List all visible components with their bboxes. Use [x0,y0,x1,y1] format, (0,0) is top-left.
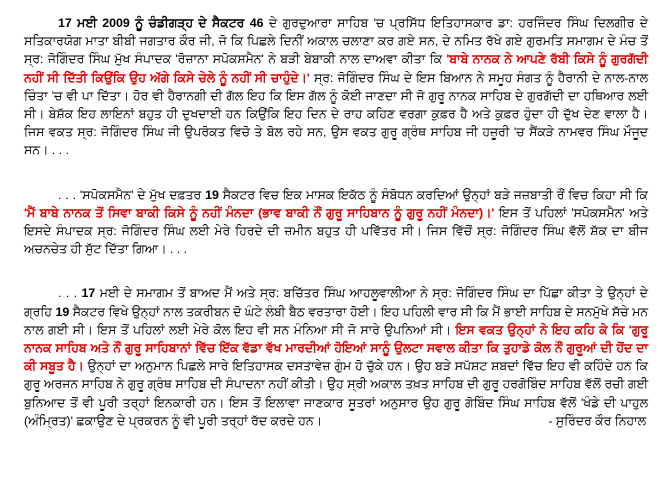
p2-quote-highlight: 'ਮੈਂ ਬਾਬੇ ਨਾਨਕ ਤੋਂ ਸਿਵਾ ਬਾਕੀ ਕਿਸੇ ਨੂੰ ਨਹੀਂ ਮੰਨਦਾ (ਭਾਵ ਬਾਕੀ ਨੌਂ ਗੁਰੂ ਸਾਹਿਬਾਨ ਨੂੰ ਗੁਰੂ ਨਹੀਂ ਮੰਨਦਾ)।' [24,205,495,220]
paragraph-2 [24,186,648,259]
p1-seg-2: ਨੂੰ ਚੰਡੀਗੜ੍ਹ ਦੇ ਸੈਕਟਰ [129,16,250,30]
p1-seg-4: ਦੇ ਗੁਰਦੁਆਰਾ ਸਾਹਿਬ 'ਚ ਪ੍ਰਸਿੱਧ ਇਤਿਹਾਸਕਾਰ ਡਾ: ਹਰਜਿੰਦਰ ਸਿੰਘ ਦਿਲਗੀਰ ਦੇ ਸਤਿਕਾਰਯੋਗ ਮਾਤਾ ਬੀਬੀ ਜਗਤਾਰ ਕੌਰ ਜੀ, ਜੋ ਕਿ ਪਿਛਲੇ ਦਿਨੀਂ ਅਕਾਲ ਚਲਾਣਾ ਕਰ ਗਏ ਸਨ, ਦੇ ਨਮਿਤ ਰੱਖੇ ਗਏ ਗੁਰਮਤਿ ਸਮਾਗਮ ਦੇ ਮੰਚ ਤੋਂ ਸ੍ਰ: ਜੋਗਿੰਦਰ ਸਿੰਘ ਮੁੱਖ ਸੰਪਾਦਕ 'ਰੋਜ਼ਾਨਾ ਸਪੋਕਸਮੈਨ' ਨੇ ਬੜੀ ਬੇਬਾਕੀ ਨਾਲ ਦਾਅਵਾ ਕੀਤਾ ਕਿ [24,16,648,67]
p1-seg-6: ਸ੍ਰ: ਜੋਗਿੰਦਰ ਸਿੰਘ ਦੇ ਇਸ ਬਿਆਨ ਨੇ ਸਮੂਹ ਸੰਗਤ ਨੂੰ ਹੈਰਾਨੀ ਦੇ ਨਾਲ-ਨਾਲ ਚਿੰਤਾ 'ਚ ਵੀ ਪਾ ਦਿੱਤਾ। ਹੋਰ ਵੀ ਹੈਰਾਨਗੀ ਦੀ ਗੱਲ ਇਹ ਕਿ ਇਸ ਗੱਲ ਨੂੰ ਕੋਈ ਜਾਣਦਾ ਸੀ ਜੋ ਗੁਰੂ ਨਾਨਕ ਸਾਹਿਬ ਦੇ ਗੁਰਗੱਦੀ ਦਾ ਹਥਿਆਰ ਲਈ ਸੀ। ਬੇਸ਼ੱਕ ਇਹ ਲਾਇਨਾਂ ਬਹੁਤ ਹੀ ਦੁਖਦਾਈ ਹਨ ਕਿਉਂਕਿ ਇਹ ਦਿਨ ਦੇ ਰਾਹ ਕਹਿਣ ਵਰਗਾ ਕੁਫ਼ਰ ਹੈ ਅਤੇ ਕੁਫ਼ਰ ਹੁੰਦਾ ਹੀ ਦੁੱਖ ਦੇਣ ਵਾਲਾ ਹੈ। ਜਿਸ ਵਕਤ ਸ੍ਰ: ਜੋਗਿੰਦਰ ਸਿੰਘ ਜੀ ਉਪਰੋਕਤ ਵਿਚੋ ਤੇ ਬੋਲ ਰਹੇ ਸਨ, ਉਸ ਵਕਤ ਗੁਰੂ ਗ੍ਰੰਥ ਸਾਹਿਬ ਜੀ ਹਜ਼ੂਰੀ 'ਚ ਸੈਂਕੜੇ ਨਾਮਵਰ ਸਿੰਘ ਮੌਜੂਦ ਸਨ। . . . [24,70,648,158]
p3-seg-3: 19 [55,304,70,319]
paragraph-3 [24,284,648,430]
p2-seg-1: 19 [205,187,219,202]
p3-seg-6: ਉਨ੍ਹਾਂ ਦਾ ਅਨੁਮਾਨ ਪਿਛਲੇ ਸਾਰੇ ਇਤਿਹਾਸਕ ਦਸਤਾਵੇਜ਼ ਗੁੰਮ ਹੋ ਚੁੱਕੇ ਹਨ। ਉਹ ਬੜੇ ਸਪੱਸ਼ਟ ਸ਼ਬਦਾਂ ਵਿੱਚ ਇਹ ਵੀ ਕਹਿੰਦੇ ਹਨ ਕਿ ਗੁਰੂ ਅਰਜਨ ਸਾਹਿਬ ਨੇ ਗੁਰੂ ਗ੍ਰੰਥ ਸਾਹਿਬ ਦੀ ਸੰਪਾਦਨਾ ਨਹੀਂ ਕੀਤੀ। ਉਹ ਸ੍ਰੀ ਅਕਾਲ ਤਖ਼ਤ ਸਾਹਿਬ ਦੀ ਗੁਰੂ ਹਰਗੋਬਿੰਦ ਸਾਹਿਬ ਵੱਲੋਂ ਰਚੀ ਗਈ ਬੁਨਿਆਦ ਤੋਂ ਵੀ ਪੂਰੀ ਤਰ੍ਹਾਂ ਇਨਕਾਰੀ ਹਨ। ਇਸ ਤੋਂ ਇਲਾਵਾ ਜਾਣਕਾਰ ਸੂਤਰਾਂ ਅਨੁਸਾਰ ਉਹ ਗੁਰੂ ਗੋਬਿੰਦ ਸਿੰਘ ਸਾਹਿਬ ਵੱਲੋਂ 'ਖੰਡੇ ਦੀ ਪਾਹੁਲ (ਅੰਮ੍ਰਿਤ)' ਛਕਾਉਣ ਦੇ ਪ੍ਰਕਰਨ ਨੂੰ ਵੀ ਪੂਰੀ ਤਰ੍ਹਾਂ ਰੱਦ ਕਰਦੇ ਹਨ। [24,359,648,428]
p3-seg-1: 17 [81,286,96,301]
p3-quote-highlight: ਇਸ ਵਕਤ ਉਨ੍ਹਾਂ ਨੇ ਇਹ ਕਹਿ ਕੇ ਕਿ 'ਗੁਰੂ ਨਾਨਕ ਸਾਹਿਬ ਅਤੇ ਨੌਂ ਗੁਰੂ ਸਾਹਿਬਾਨਾਂ ਵਿੱਚ ਇੱਕ ਵੱਡਾ ਵੱਖ ਮਾਰਦੀਆਂ ਹੋਇਆਂ ਸਾਨੂੰ ਉਲਟਾ ਸਵਾਲ ਕੀਤਾ ਕਿ ਤੁਹਾਡੇ ਕੋਲ ਨੌਂ ਗੁਰੂਆਂ ਦੀ ਹੋਂਦ ਦਾ ਕੀ ਸਬੂਤ ਹੈ। [24,322,649,374]
p2-seg-4: ਇਸ ਤੋਂ ਪਹਿਲਾਂ 'ਸਪੋਕਸਮੈਨ' ਅਤੇ ਇਸਦੇ ਸੰਪਾਦਕ ਸ੍ਰ: ਜੋਗਿੰਦਰ ਸਿੰਘ ਲਈ ਮੇਰੇ ਹਿਰਦੇ ਦੀ ਜ਼ਮੀਨ ਬਹੁਤ ਹੀ ਪਵਿੱਤਰ ਸੀ। ਜਿਸ ਵਿੱਚੋਂ ਸ੍ਰ: ਜੋਗਿੰਦਰ ਸਿੰਘ ਵੱਲੋਂ ਸ਼ੱਕ ਦਾ ਬੀਜ ਅਚਨਚੇਤ ਹੀ ਸੁੱਟ ਦਿੱਤਾ ਗਿਆ। . . . [24,205,648,257]
author-signature: - ਸੁਰਿੰਦਰ ਕੌਰ ਨਿਹਾਲ [548,414,646,429]
p2-seg-2: ਸੈਕਟਰ ਵਿਚ ਇਕ ਮਾਸਕ ਇਕੱਠ ਨੂੰ ਸੰਬੋਧਨ ਕਰਦਿਆਂ ਉਨ੍ਹਾਂ ਬੜੇ ਜਜ਼ਬਾਤੀ ਰੌਂ ਵਿਚ ਕਿਹਾ ਸੀ ਕਿ [218,187,648,202]
p1-seg-3: 46 [249,16,264,30]
p1-quote-highlight: 'ਬਾਬੇ ਨਾਨਕ ਨੇ ਆਪਣੇ ਰੱਬੀ ਕਿਸੇ ਨੂੰ ਗੁਰਗੱਦੀ ਨਹੀਂ ਸੀ ਦਿੱਤੀ ਕਿਉਂਕਿ ਉਹ ਅੱਗੇ ਕਿਸੇ ਚੇਲੇ ਨੂੰ ਨਹੀਂ ਸੀ ਚਾਹੁੰਦੇ।' [24,52,648,85]
p3-seg-0: . . . [58,286,82,301]
p3-seg-2: ਮਈ ਦੇ ਸਮਾਗਮ ਤੋਂ ਬਾਅਦ ਮੈਂ ਅਤੇ ਸ੍ਰ: ਬਚਿੱਤਰ ਸਿੰਘ ਆਹਲੂਵਾਲੀਆ ਨੇ ਸ੍ਰ: ਜੋਗਿੰਦਰ ਸਿੰਘ ਦਾ ਪਿੱਛਾ ਕੀਤਾ ਤੇ ਉਨ੍ਹਾਂ ਦੇ ਗ੍ਰਹਿ [24,286,648,319]
paragraph-1 [24,14,648,160]
p1-seg-0: 17 ਮਈ [58,16,103,30]
p3-seg-4: ਸੈਕਟਰ ਵਿਖੇ ਉਨ੍ਹਾਂ ਨਾਲ ਤਕਰੀਬਨ ਦੋ ਘੰਟੇ ਲੰਬੀ ਬੈਠ ਵਰਤਾਰਾ ਹੋਈ। ਇਹ ਪਹਿਲੀ ਵਾਰ ਸੀ ਕਿ ਮੈਂ ਭਾਈ ਸਾਹਿਬ ਦੇ ਸਨਮੁੱਖੇ ਸੱਚੇ ਮਨ ਨਾਲ ਗਈ ਸੀ। ਇਸ ਤੋਂ ਪਹਿਲਾਂ ਲਈ ਮੇਰੇ ਕੋਲ ਇਹ ਵੀ ਸਨ ਮੰਨਿਆ ਸੀ ਜੋ ਸਾਰੇ ਉਪਨਿਆਂ ਸੀ। [24,304,649,337]
p2-seg-0: . . . 'ਸਪੋਕਸਮੈਨ' ਦੇ ਮੁੱਖ ਦਫ਼ਤਰ [58,187,206,202]
p1-seg-1: 2009 [102,16,130,30]
